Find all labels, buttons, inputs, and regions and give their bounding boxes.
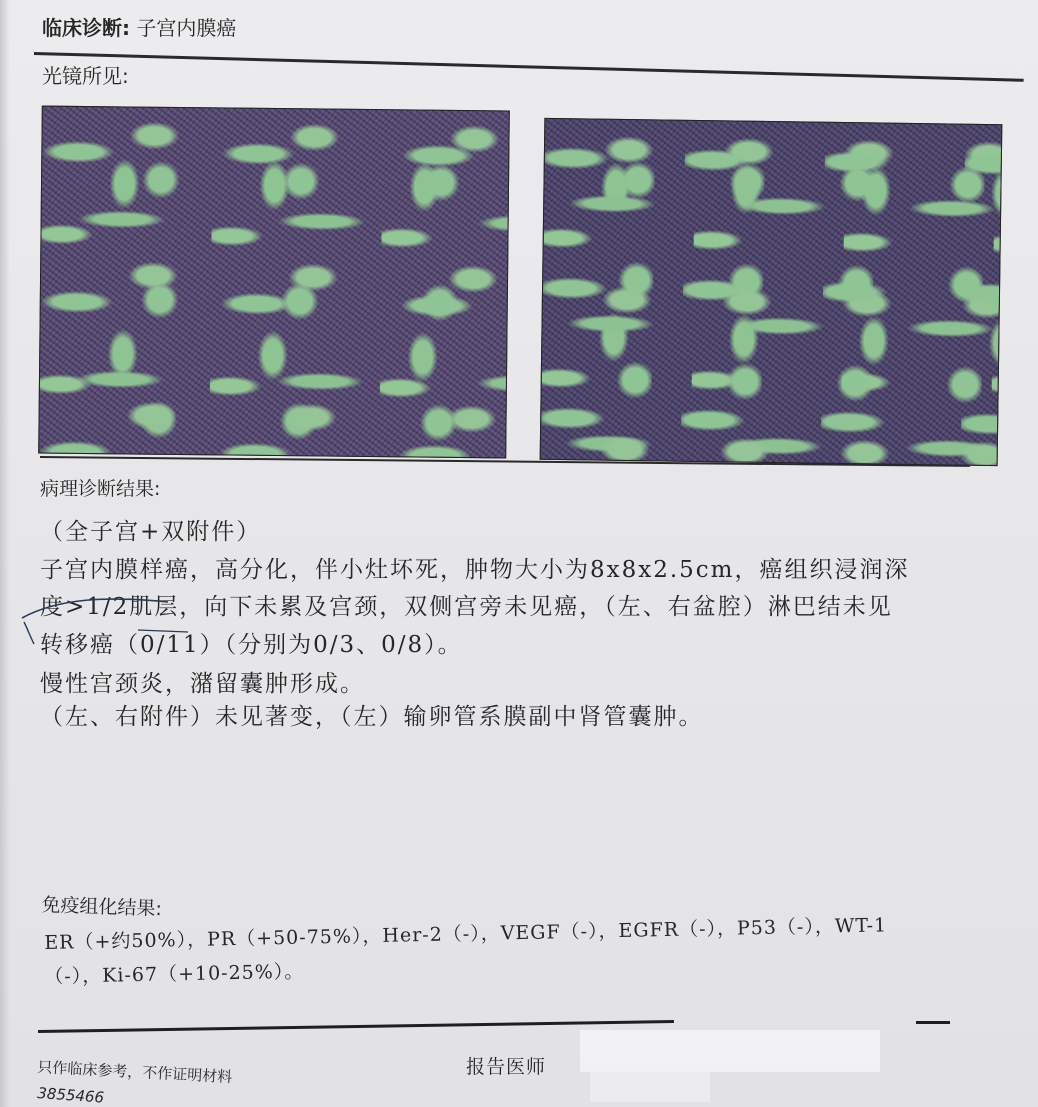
footer-divider	[38, 1020, 674, 1033]
micrograph-right	[540, 118, 1003, 466]
microscopy-heading: 光镜所见:	[42, 64, 129, 88]
pathology-line: 度>1/2肌层，向下未累及宫颈，双侧宫旁未见癌，（左、右盆腔）淋巴结未见	[40, 594, 893, 620]
pathology-line: （全子宫+双附件）	[40, 519, 262, 545]
pathology-line: 转移癌（0/11）（分别为0/3、0/8）。	[40, 632, 463, 658]
pathology-line: 子宫内膜样癌，高分化，伴小灶坏死，肿物大小为8x8x2.5cm，癌组织浸润深	[40, 557, 910, 583]
pen-underline-mark	[18, 578, 188, 648]
reporting-doctor-label: 报告医师	[466, 1056, 547, 1078]
clinical-diagnosis	[42, 12, 236, 41]
pathology-heading: 病理诊断结果:	[40, 478, 161, 500]
redacted-area	[590, 1072, 710, 1102]
pathology-line: 慢性宫颈炎，潴留囊肿形成。	[40, 671, 365, 697]
pathology-line: （左、右附件）未见著变，（左）输卵管系膜副中肾管囊肿。	[40, 704, 704, 730]
micrograph-left	[38, 106, 510, 459]
footer-note: 只作临床参考，不作证明材料	[36, 1057, 233, 1087]
footer-divider-end	[916, 1021, 950, 1024]
page-edge-shadow	[0, 0, 10, 1107]
clinical-diagnosis-value: 子宫内膜癌	[136, 16, 237, 40]
ihc-heading: 免疫组化结果:	[41, 893, 163, 921]
clinical-diagnosis-label: 临床诊断:	[42, 16, 130, 40]
header-divider	[34, 52, 1024, 82]
ihc-line: ER（+约50%），PR（+50-75%），Her-2（-），VEGF（-），EGFR（-），P53（-），WT-1	[44, 914, 888, 954]
redacted-signature	[580, 1030, 880, 1072]
report-code: 3855466	[36, 1084, 105, 1107]
ihc-line: （-），Ki-67（+10-25%）。	[44, 960, 305, 988]
